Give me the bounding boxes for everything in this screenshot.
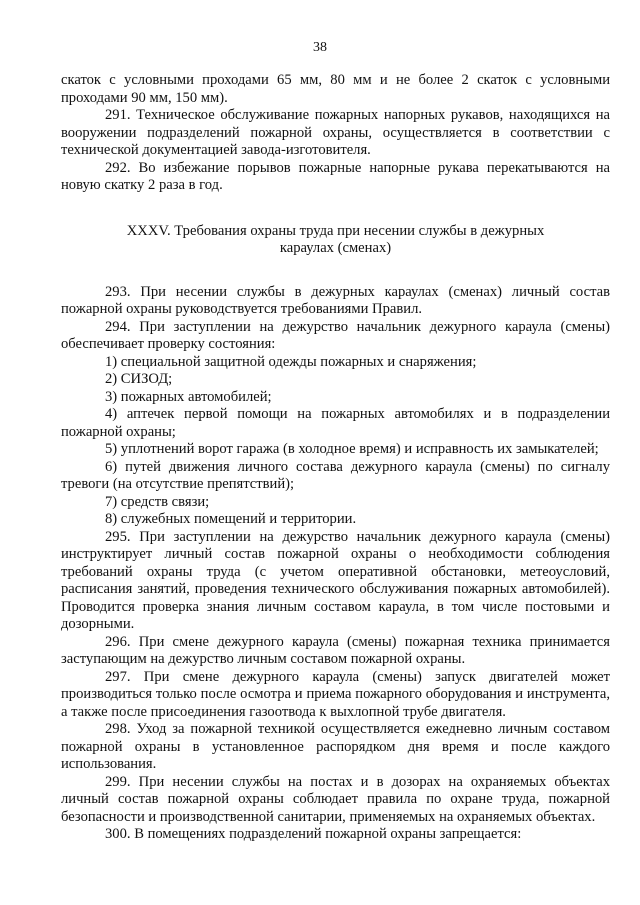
list-item: 4) аптечек первой помощи на пожарных автомобилях и в подразделении пожарной охраны;: [61, 406, 610, 440]
paragraph: 296. При смене дежурного караула (смены) пожарная техника принимается заступающим на дежурство личным составом пожарной охраны.: [61, 633, 610, 667]
paragraph: 299. При несении службы на постах и в дозорах на охраняемых объектах личный состав пожарной охраны соблюдает правила по охране труда, пожарной безопасности и производственной санитарии, применяемых на охраняемых объектах.: [61, 773, 610, 825]
list-item: 1) специальной защитной одежды пожарных и снаряжения;: [105, 353, 477, 370]
list-item: 8) служебных помещений и территории.: [105, 511, 357, 527]
paragraph: 291. Техническое обслуживание пожарных напорных рукавов, находящихся на вооружении подразделений пожарной охраны, осуществляется в соответствии с технической документацией завода-изготовителя.: [61, 107, 610, 158]
list-item: 6) путей движения личного состава дежурного караула (смены) по сигналу тревоги (на отсутствие препятствий);: [61, 458, 610, 492]
paragraph: 294. При заступлении на дежурство начальник дежурного караула (смены) обеспечивает проверку состояния:: [61, 318, 610, 352]
paragraph: 297. При смене дежурного караула (смены) запуск двигателей может производиться только после осмотра и приема пожарного оборудования и инструмента, а также после присоединения газоотвода к выхлопной трубе двигателя.: [61, 668, 610, 720]
paragraph: скаток с условными проходами 65 мм, 80 мм и не более 2 скаток с условными проходами 90 мм, 150 мм).: [61, 72, 610, 106]
page-number: 38: [313, 40, 327, 55]
paragraph: 293. При несении службы в дежурных караулах (сменах) личный состав пожарной охраны руководствуется требованиями Правил.: [61, 283, 610, 317]
list-item: 3) пожарных автомобилей;: [105, 388, 272, 405]
list-item: 2) СИЗОД;: [105, 371, 173, 387]
section-heading: XXXV. Требования охраны труда при несении службы в дежурных караулах (сменах): [126, 222, 545, 256]
paragraph: 298. Уход за пожарной техникой осуществляется ежедневно личным составом пожарной охраны в установленное распорядком дня время и после каждого использования.: [61, 721, 610, 772]
paragraph: 292. Во избежание порывов пожарные напорные рукава перекатываются на новую скатку 2 раза в год.: [61, 159, 610, 193]
paragraph: 295. При заступлении на дежурство начальник дежурного караула (смены) инструктирует личный состав пожарной охраны о необходимости соблюдения требований охраны труда (с учетом оперативной обстановки, метеоусловий, расписания занятий, проведения технического обслуживания пожарных автомобилей). Проводится проверка знания личным составом караула, в том числе постовыми и дозорными.: [61, 528, 610, 632]
paragraph: 300. В помещениях подразделений пожарной охраны запрещается:: [105, 826, 522, 842]
document-body: [61, 72, 610, 844]
list-item: 5) уплотнений ворот гаража (в холодное время) и исправность их замыкателей;: [105, 441, 599, 457]
list-item: 7) средств связи;: [105, 493, 210, 510]
